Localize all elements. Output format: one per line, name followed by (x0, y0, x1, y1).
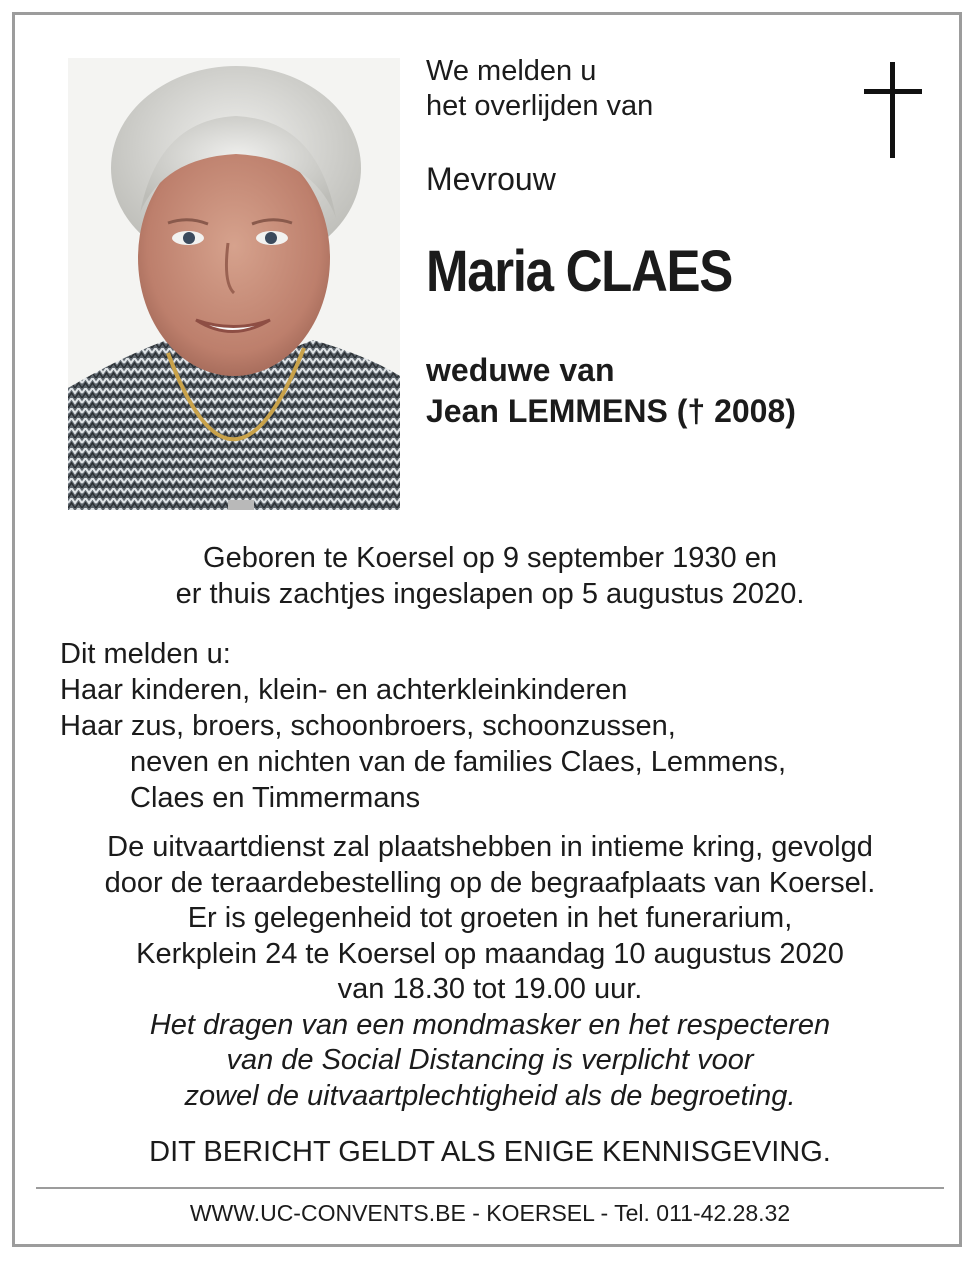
service-line: Er is gelegenheid tot groeten in het funerarium, (187, 902, 793, 934)
family-list (60, 636, 786, 816)
covid-notice-line: Het dragen van een mondmasker en het respecteren (149, 1008, 831, 1041)
intro-line: het overlijden van (426, 90, 654, 122)
intro-line: We melden u (426, 55, 597, 87)
family-line: neven en nichten van de families Claes, Lemmens, (130, 746, 787, 778)
service-line: Kerkplein 24 te Koersel op maandag 10 augustus 2020 (136, 937, 844, 970)
announcement-intro (426, 54, 653, 124)
birth-death-info (0, 540, 980, 612)
birth-line: Geboren te Koersel op 9 september 1930 en (203, 542, 777, 574)
family-line: Claes en Timmermans (130, 782, 421, 814)
death-line: er thuis zachtjes ingeslapen op 5 augustus 2020. (175, 578, 805, 610)
sole-notice: DIT BERICHT GELDT ALS ENIGE KENNISGEVING. (149, 1136, 831, 1168)
deceased-name: Maria CLAES (426, 239, 732, 304)
service-line: door de teraardebestelling op de begraafplaats van Koersel. (104, 866, 876, 899)
covid-notice-line: zowel de uitvaartplechtigheid als de begroeting. (184, 1079, 796, 1112)
family-line: Haar kinderen, klein- en achterkleinkinderen (60, 674, 628, 706)
family-line: Haar zus, broers, schoonbroers, schoonzussen, (60, 710, 676, 742)
salutation: Mevrouw (426, 161, 556, 197)
funeral-service-info (0, 830, 980, 1114)
spouse-info (426, 350, 796, 432)
portrait-photo (68, 58, 400, 510)
covid-notice-line: van de Social Distancing is verplicht voor (226, 1044, 754, 1076)
footer-contact: WWW.UC-CONVENTS.BE - KOERSEL - Tel. 011-42.28.32 (189, 1200, 791, 1226)
cross-icon (864, 62, 922, 158)
service-line: van 18.30 tot 19.00 uur. (337, 973, 643, 1005)
footer-divider (36, 1187, 944, 1189)
service-line: De uitvaartdienst zal plaatshebben in intieme kring, gevolgd (107, 831, 873, 863)
family-heading: Dit melden u: (60, 638, 231, 670)
spouse-line: Jean LEMMENS († 2008) (426, 393, 796, 429)
spouse-line: weduwe van (426, 352, 615, 388)
